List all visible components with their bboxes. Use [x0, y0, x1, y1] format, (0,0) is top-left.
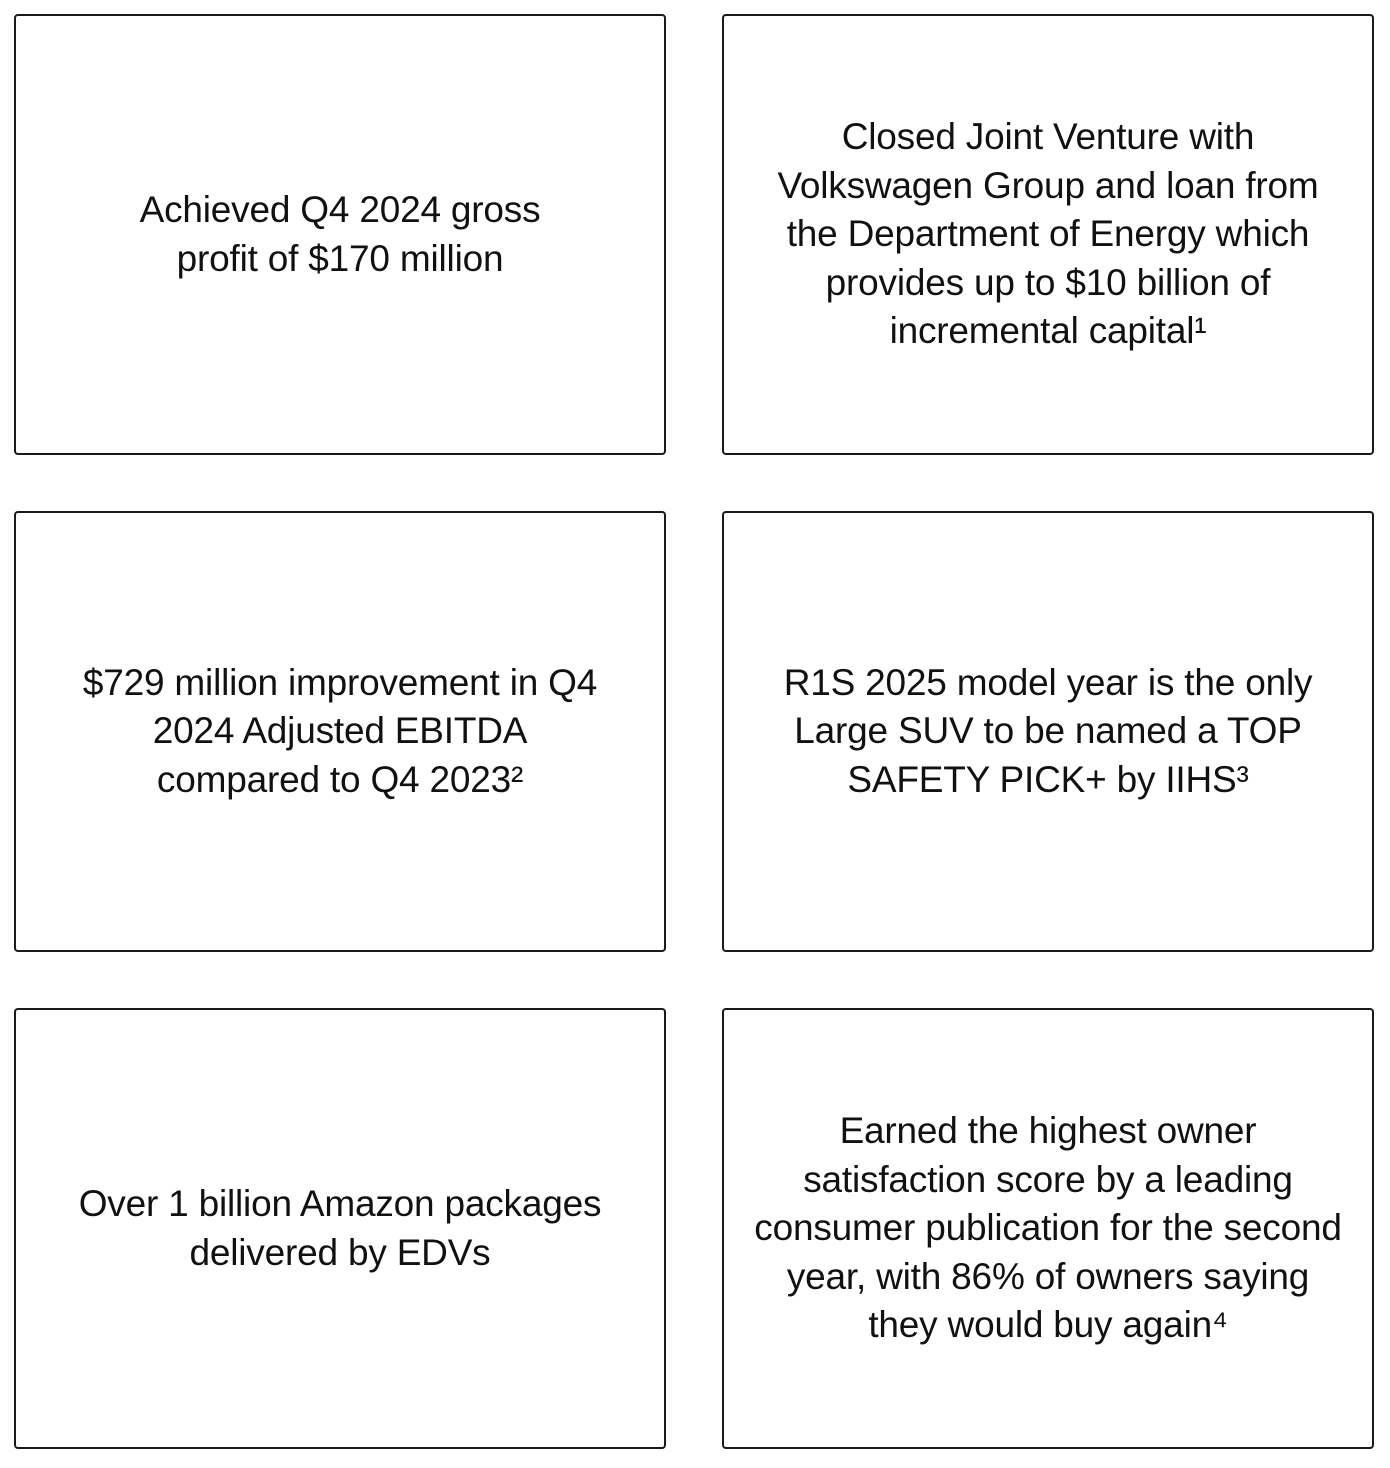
highlight-text: Achieved Q4 2024 gross profit of $170 million: [139, 189, 541, 279]
highlight-card-joint-venture: [722, 14, 1374, 455]
highlight-text: Closed Joint Venture with Volkswagen Group and loan from the Department of Energy which provides up to $10 billion of incremental capital¹: [777, 116, 1319, 352]
highlight-text: $729 million improvement in Q4 2024 Adjusted EBITDA compared to Q4 2023²: [82, 661, 598, 800]
highlight-card-amazon-packages: [14, 1008, 666, 1449]
highlight-card-safety-pick: [722, 511, 1374, 952]
highlight-text: Earned the highest owner satisfaction score by a leading consumer publication for the second year, with 86% of owners saying they would buy again⁴: [754, 1110, 1342, 1346]
highlight-card-owner-satisfaction: [722, 1008, 1374, 1449]
highlight-card-adjusted-ebitda: [14, 511, 666, 952]
highlight-card-gross-profit: [14, 14, 666, 455]
highlight-text: Over 1 billion Amazon packages delivered by EDVs: [78, 1183, 602, 1273]
highlight-text: R1S 2025 model year is the only Large SUV to be named a TOP SAFETY PICK+ by IIHS³: [783, 661, 1313, 800]
